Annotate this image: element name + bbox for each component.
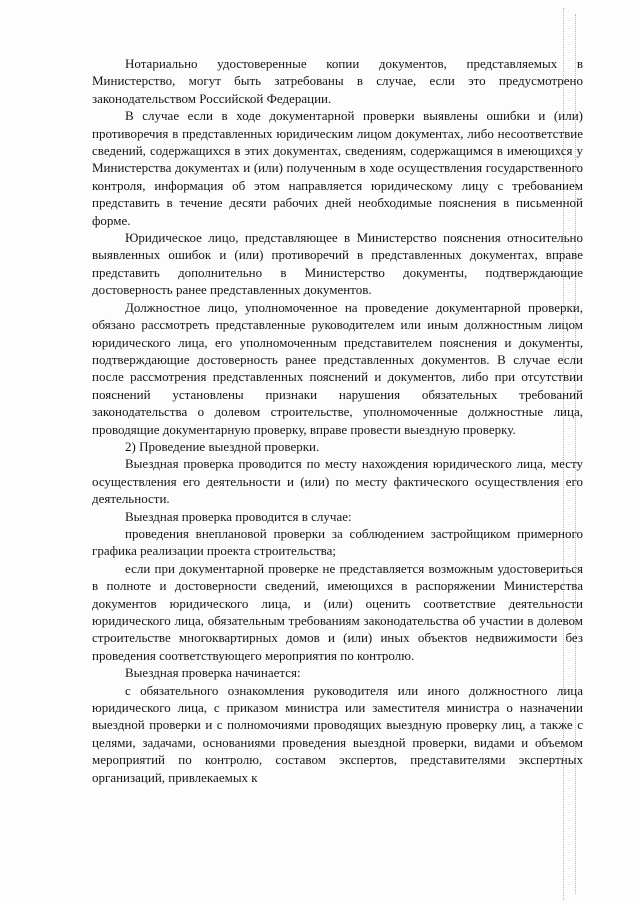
section-heading: 2) Проведение выездной проверки. <box>125 438 320 454</box>
paragraph: если при документарной проверке не представляется возможным удостовериться в полноте и достоверности сведений, имеющихся в распоряжении Министерства документов юридического лица, и (или) оценить соответствие деятельности юридического лица, обязательным требованиям законодательства об участии в долевом строительстве многоквартирных домов и (или) иных объектов недвижимости без проведения соответствующего мероприятия по контролю. <box>92 560 583 663</box>
paragraph: Выездная проверка проводится по месту нахождения юридического лица, месту осуществления его деятельности и (или) по месту фактического осуществления его деятельности. <box>92 456 583 507</box>
paragraph: Юридическое лицо, представляющее в Министерство пояснения относительно выявленных ошибок и (или) противоречий в представленных документах, вправе представить дополнительно в Министерство документы, подтверждающие достоверность ранее представленных документов. <box>92 230 583 298</box>
paragraph: с обязательного ознакомления руководителя или иного должностного лица юридического лица, с приказом министра или заместителя министра о назначении выездной проверки и с полномочиями проводящих выездную проверку лиц, а также с целями, задачами, основаниями проведения выездной проверки, видами и объемом мероприятий по контролю, составом экспертов, представителями экспертных организаций, привлекаемых к <box>92 682 583 785</box>
paragraph: Выездная проверка проводится в случае: <box>125 508 352 524</box>
paragraph: проведения внеплановой проверки за соблюдением застройщиком примерного графика реализации проекта строительства; <box>92 525 583 559</box>
paragraph: Выездная проверка начинается: <box>125 665 301 681</box>
paragraph: В случае если в ходе документарной проверки выявлены ошибки и (или) противоречия в представленных юридическим лицом документах, либо несоответствие сведений, содержащихся в этих документах, сведениям, содержащимся в имеющихся у Министерства документах и (или) полученным в ходе осуществления государственного контроля, информация об этом направляется юридическому лицу с требованием представить в течение десяти рабочих дней необходимые пояснения в письменной форме. <box>92 108 583 228</box>
paragraph: Должностное лицо, уполномоченное на проведение документарной проверки, обязано рассмотреть представленные руководителем или иным должностным лицом юридического лица, его уполномоченным представителем пояснения и документы, подтверждающие достоверность ранее представленных документов. В случае если после рассмотрения представленных пояснений и документов, либо при отсутствии пояснений установлены признаки нарушения обязательных требований законодательства о долевом строительстве, уполномоченные должностные лица, проводящие документарную проверку, вправе провести выездную проверку. <box>92 299 583 437</box>
paragraph: Нотариально удостоверенные копии документов, представляемых в Министерство, могут быть затребованы в случае, если это предусмотрено законодательством Российской Федерации. <box>92 56 583 106</box>
document-body <box>92 55 583 786</box>
